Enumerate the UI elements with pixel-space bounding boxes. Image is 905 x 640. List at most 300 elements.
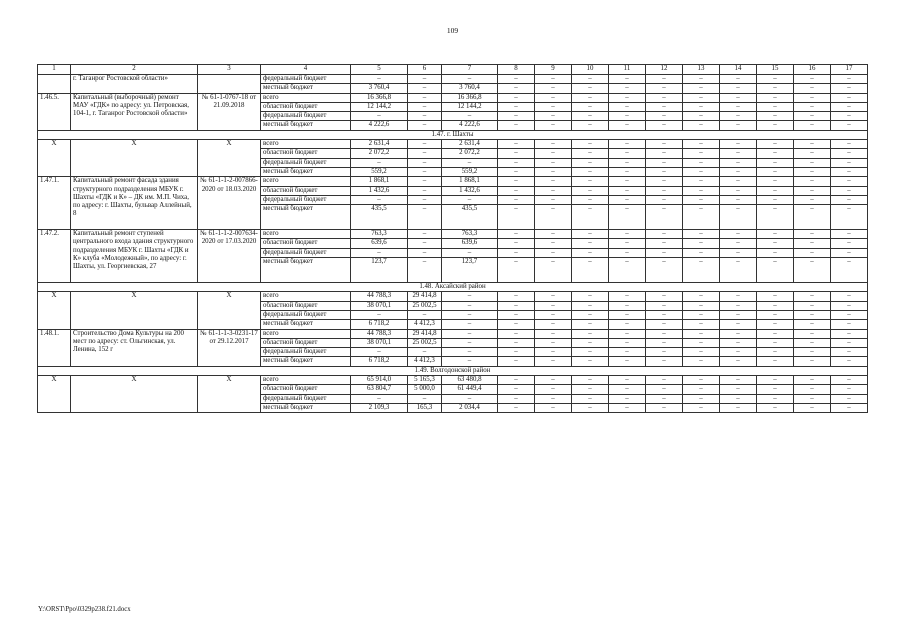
value-col-10: – [572, 338, 609, 347]
value-col-13: – [683, 248, 720, 257]
value-col-9: – [535, 320, 572, 329]
value-col-10: – [572, 167, 609, 176]
value-col-11: – [609, 121, 646, 130]
value-col-8: – [498, 177, 535, 186]
value-col-10: – [572, 93, 609, 102]
value-col-9: – [535, 329, 572, 338]
value-col-12: – [646, 149, 683, 158]
value-col-14: – [720, 292, 757, 301]
value-col-7: – [442, 310, 498, 319]
value-col-13: – [683, 177, 720, 186]
value-col-8: – [498, 348, 535, 357]
value-col-15: – [757, 338, 794, 347]
budget-source: местный бюджет [261, 258, 351, 283]
value-col-12: – [646, 205, 683, 230]
value-col-7: 123,7 [442, 258, 498, 283]
value-col-8: – [498, 376, 535, 385]
value-col-6: – [408, 239, 442, 248]
value-col-14: – [720, 329, 757, 338]
column-header: 15 [757, 65, 794, 75]
value-col-12: – [646, 376, 683, 385]
value-col-16: – [794, 385, 831, 394]
value-col-6: – [408, 230, 442, 239]
value-col-12: – [646, 239, 683, 248]
column-header: 16 [794, 65, 831, 75]
value-col-11: – [609, 348, 646, 357]
value-col-13: – [683, 376, 720, 385]
expertise-document: № 61-1-1-2-007866-2020 от 18.03.2020 [198, 177, 261, 230]
budget-source: федеральный бюджет [261, 394, 351, 403]
value-col-8: – [498, 140, 535, 149]
value-col-9: – [535, 348, 572, 357]
value-col-10: – [572, 158, 609, 167]
value-col-13: – [683, 348, 720, 357]
row-number: Х [38, 376, 71, 413]
value-col-5: 123,7 [351, 258, 408, 283]
value-col-17: – [831, 338, 868, 347]
value-col-9: – [535, 102, 572, 111]
value-col-6: – [408, 195, 442, 204]
value-col-12: – [646, 348, 683, 357]
table-row [38, 230, 868, 239]
object-description: Капитальный ремонт фасада здания структурного подразделения МБУК г. Шахты «ГДК и К» – ДК им. М.П. Чиха, по адресу: г. Шахты, бульвар Аллейный, 8 [71, 177, 198, 230]
value-col-16: – [794, 248, 831, 257]
value-col-16: – [794, 329, 831, 338]
object-description: Х [71, 140, 198, 177]
value-col-5: – [351, 348, 408, 357]
value-col-12: – [646, 329, 683, 338]
column-header: 3 [198, 65, 261, 75]
value-col-17: – [831, 376, 868, 385]
value-col-5: 38 070,1 [351, 301, 408, 310]
value-col-5: 16 366,8 [351, 93, 408, 102]
budget-source: федеральный бюджет [261, 310, 351, 319]
value-col-7: 63 480,8 [442, 376, 498, 385]
value-col-10: – [572, 186, 609, 195]
value-col-17: – [831, 292, 868, 301]
row-number: 1.46.5. [38, 93, 71, 130]
value-col-10: – [572, 258, 609, 283]
value-col-14: – [720, 310, 757, 319]
value-col-5: 639,6 [351, 239, 408, 248]
value-col-5: 435,5 [351, 205, 408, 230]
value-col-17: – [831, 239, 868, 248]
value-col-12: – [646, 403, 683, 412]
value-col-16: – [794, 376, 831, 385]
value-col-16: – [794, 310, 831, 319]
value-col-17: – [831, 385, 868, 394]
value-col-7: – [442, 357, 498, 366]
budget-source: всего [261, 292, 351, 301]
value-col-15: – [757, 385, 794, 394]
value-col-14: – [720, 167, 757, 176]
value-col-16: – [794, 75, 831, 84]
value-col-13: – [683, 310, 720, 319]
value-col-10: – [572, 102, 609, 111]
value-col-13: – [683, 167, 720, 176]
value-col-9: – [535, 195, 572, 204]
value-col-8: – [498, 310, 535, 319]
column-header: 11 [609, 65, 646, 75]
value-col-11: – [609, 112, 646, 121]
value-col-5: – [351, 394, 408, 403]
value-col-9: – [535, 292, 572, 301]
value-col-13: – [683, 93, 720, 102]
value-col-14: – [720, 230, 757, 239]
value-col-17: – [831, 167, 868, 176]
value-col-6: – [408, 158, 442, 167]
value-col-17: – [831, 158, 868, 167]
value-col-8: – [498, 75, 535, 84]
value-col-6: – [408, 177, 442, 186]
budget-source: областной бюджет [261, 301, 351, 310]
value-col-15: – [757, 292, 794, 301]
value-col-15: – [757, 195, 794, 204]
budget-source: всего [261, 329, 351, 338]
value-col-15: – [757, 301, 794, 310]
value-col-15: – [757, 403, 794, 412]
value-col-8: – [498, 230, 535, 239]
value-col-17: – [831, 195, 868, 204]
budget-table [37, 64, 868, 413]
value-col-10: – [572, 177, 609, 186]
budget-source: областной бюджет [261, 385, 351, 394]
value-col-10: – [572, 140, 609, 149]
value-col-14: – [720, 385, 757, 394]
value-col-13: – [683, 403, 720, 412]
value-col-12: – [646, 248, 683, 257]
column-header: 6 [408, 65, 442, 75]
value-col-11: – [609, 195, 646, 204]
value-col-15: – [757, 376, 794, 385]
value-col-8: – [498, 195, 535, 204]
value-col-5: – [351, 248, 408, 257]
value-col-6: – [408, 205, 442, 230]
value-col-16: – [794, 301, 831, 310]
value-col-16: – [794, 338, 831, 347]
value-col-9: – [535, 167, 572, 176]
value-col-14: – [720, 140, 757, 149]
value-col-13: – [683, 75, 720, 84]
value-col-7: – [442, 394, 498, 403]
value-col-7: 61 449,4 [442, 385, 498, 394]
value-col-11: – [609, 167, 646, 176]
column-header: 13 [683, 65, 720, 75]
value-col-15: – [757, 320, 794, 329]
value-col-13: – [683, 301, 720, 310]
value-col-8: – [498, 121, 535, 130]
value-col-6: 29 414,8 [408, 292, 442, 301]
value-col-17: – [831, 93, 868, 102]
value-col-14: – [720, 84, 757, 93]
budget-source: федеральный бюджет [261, 248, 351, 257]
value-col-6: 25 002,5 [408, 301, 442, 310]
value-col-5: – [351, 75, 408, 84]
value-col-8: – [498, 158, 535, 167]
value-col-14: – [720, 320, 757, 329]
value-col-6: – [408, 112, 442, 121]
value-col-17: – [831, 320, 868, 329]
value-col-6: – [408, 102, 442, 111]
value-col-17: – [831, 121, 868, 130]
value-col-17: – [831, 329, 868, 338]
value-col-9: – [535, 230, 572, 239]
value-col-8: – [498, 248, 535, 257]
value-col-13: – [683, 258, 720, 283]
value-col-12: – [646, 338, 683, 347]
value-col-14: – [720, 195, 757, 204]
value-col-17: – [831, 84, 868, 93]
value-col-5: 44 788,3 [351, 329, 408, 338]
value-col-12: – [646, 84, 683, 93]
value-col-13: – [683, 186, 720, 195]
row-number: 1.47.2. [38, 230, 71, 283]
column-header: 12 [646, 65, 683, 75]
value-col-5: – [351, 158, 408, 167]
budget-source: местный бюджет [261, 357, 351, 366]
budget-source: всего [261, 230, 351, 239]
value-col-6: – [408, 167, 442, 176]
column-header: 1 [38, 65, 71, 75]
object-description: Строительство Дома Культуры на 200 мест по адресу: ст. Ольгинская, ул. Ленина, 152 г [71, 329, 198, 366]
budget-source: федеральный бюджет [261, 348, 351, 357]
value-col-11: – [609, 102, 646, 111]
expertise-document [198, 75, 261, 94]
value-col-8: – [498, 258, 535, 283]
value-col-10: – [572, 112, 609, 121]
value-col-13: – [683, 239, 720, 248]
value-col-8: – [498, 338, 535, 347]
value-col-7: 3 760,4 [442, 84, 498, 93]
value-col-14: – [720, 394, 757, 403]
value-col-14: – [720, 93, 757, 102]
table-row [38, 292, 868, 301]
value-col-6: – [408, 121, 442, 130]
column-header: 8 [498, 65, 535, 75]
value-col-8: – [498, 239, 535, 248]
value-col-11: – [609, 158, 646, 167]
value-col-11: – [609, 84, 646, 93]
value-col-15: – [757, 258, 794, 283]
expertise-document: Х [198, 292, 261, 329]
value-col-9: – [535, 205, 572, 230]
value-col-11: – [609, 149, 646, 158]
value-col-9: – [535, 403, 572, 412]
value-col-11: – [609, 258, 646, 283]
value-col-13: – [683, 121, 720, 130]
value-col-12: – [646, 177, 683, 186]
value-col-15: – [757, 205, 794, 230]
value-col-10: – [572, 376, 609, 385]
value-col-10: – [572, 301, 609, 310]
value-col-16: – [794, 403, 831, 412]
value-col-9: – [535, 338, 572, 347]
value-col-16: – [794, 112, 831, 121]
value-col-17: – [831, 403, 868, 412]
value-col-16: – [794, 239, 831, 248]
value-col-12: – [646, 167, 683, 176]
value-col-17: – [831, 301, 868, 310]
column-header: 2 [71, 65, 198, 75]
value-col-12: – [646, 186, 683, 195]
value-col-16: – [794, 84, 831, 93]
budget-source: местный бюджет [261, 84, 351, 93]
table-row [38, 93, 868, 102]
value-col-10: – [572, 239, 609, 248]
object-description: Х [71, 292, 198, 329]
value-col-8: – [498, 385, 535, 394]
value-col-11: – [609, 338, 646, 347]
value-col-11: – [609, 376, 646, 385]
budget-source: местный бюджет [261, 205, 351, 230]
value-col-8: – [498, 112, 535, 121]
value-col-17: – [831, 357, 868, 366]
value-col-15: – [757, 149, 794, 158]
budget-source: всего [261, 376, 351, 385]
object-description: Капитальный ремонт ступеней центрального входа здания структурного подразделения МБУК г. Шахты «ГДК и К» клуба «Молодежный», по адресу: г. Шахты, ул. Георгиевская, 27 [71, 230, 198, 283]
value-col-7: – [442, 158, 498, 167]
expertise-document: № 61-1-0767-18 от 21.09.2018 [198, 93, 261, 130]
value-col-8: – [498, 394, 535, 403]
value-col-9: – [535, 258, 572, 283]
value-col-7: – [442, 320, 498, 329]
value-col-17: – [831, 149, 868, 158]
value-col-11: – [609, 75, 646, 84]
value-col-15: – [757, 158, 794, 167]
section-row [38, 283, 868, 292]
expertise-document: № 61-1-1-3-0231-17 от 29.12.2017 [198, 329, 261, 366]
value-col-13: – [683, 292, 720, 301]
value-col-16: – [794, 348, 831, 357]
value-col-5: 1 868,1 [351, 177, 408, 186]
value-col-10: – [572, 230, 609, 239]
section-title: 1.49. Волгодонской район [38, 366, 868, 375]
value-col-15: – [757, 140, 794, 149]
value-col-9: – [535, 93, 572, 102]
budget-source: местный бюджет [261, 167, 351, 176]
column-header: 5 [351, 65, 408, 75]
value-col-8: – [498, 93, 535, 102]
value-col-9: – [535, 385, 572, 394]
value-col-16: – [794, 149, 831, 158]
value-col-13: – [683, 195, 720, 204]
budget-source: всего [261, 140, 351, 149]
value-col-5: – [351, 310, 408, 319]
value-col-13: – [683, 158, 720, 167]
value-col-6: – [408, 93, 442, 102]
value-col-10: – [572, 320, 609, 329]
value-col-5: 4 222,6 [351, 121, 408, 130]
value-col-7: – [442, 112, 498, 121]
value-col-7: – [442, 301, 498, 310]
value-col-11: – [609, 205, 646, 230]
expertise-document: № 61-1-1-2-007634-2020 от 17.03.2020 [198, 230, 261, 283]
value-col-5: 2 072,2 [351, 149, 408, 158]
value-col-5: 12 144,2 [351, 102, 408, 111]
value-col-11: – [609, 329, 646, 338]
value-col-17: – [831, 177, 868, 186]
value-col-6: 4 412,3 [408, 357, 442, 366]
value-col-7: – [442, 75, 498, 84]
column-header-row [38, 65, 868, 75]
value-col-17: – [831, 112, 868, 121]
value-col-15: – [757, 394, 794, 403]
object-description: Х [71, 376, 198, 413]
value-col-8: – [498, 329, 535, 338]
value-col-15: – [757, 239, 794, 248]
row-number: Х [38, 140, 71, 177]
value-col-10: – [572, 348, 609, 357]
value-col-7: 559,2 [442, 167, 498, 176]
value-col-15: – [757, 248, 794, 257]
value-col-9: – [535, 301, 572, 310]
value-col-6: 165,3 [408, 403, 442, 412]
value-col-5: 2 631,4 [351, 140, 408, 149]
value-col-10: – [572, 248, 609, 257]
value-col-10: – [572, 121, 609, 130]
value-col-15: – [757, 348, 794, 357]
value-col-14: – [720, 258, 757, 283]
value-col-9: – [535, 177, 572, 186]
value-col-8: – [498, 149, 535, 158]
value-col-6: – [408, 248, 442, 257]
column-header: 14 [720, 65, 757, 75]
row-number: 1.48.1. [38, 329, 71, 366]
value-col-6: 29 414,8 [408, 329, 442, 338]
value-col-8: – [498, 357, 535, 366]
section-title: 1.48. Аксайский район [38, 283, 868, 292]
value-col-6: – [408, 140, 442, 149]
value-col-10: – [572, 357, 609, 366]
value-col-9: – [535, 84, 572, 93]
value-col-14: – [720, 177, 757, 186]
value-col-8: – [498, 186, 535, 195]
value-col-5: 44 788,3 [351, 292, 408, 301]
value-col-11: – [609, 292, 646, 301]
value-col-11: – [609, 248, 646, 257]
value-col-14: – [720, 186, 757, 195]
value-col-5: 1 432,6 [351, 186, 408, 195]
value-col-14: – [720, 121, 757, 130]
value-col-12: – [646, 158, 683, 167]
value-col-12: – [646, 75, 683, 84]
budget-source: федеральный бюджет [261, 75, 351, 84]
value-col-5: 38 070,1 [351, 338, 408, 347]
value-col-9: – [535, 112, 572, 121]
value-col-8: – [498, 292, 535, 301]
value-col-9: – [535, 394, 572, 403]
value-col-17: – [831, 230, 868, 239]
section-title: 1.47. г. Шахты [38, 130, 868, 139]
value-col-10: – [572, 329, 609, 338]
table-row [38, 177, 868, 186]
value-col-5: 6 718,2 [351, 320, 408, 329]
value-col-16: – [794, 258, 831, 283]
table-row [38, 376, 868, 385]
value-col-15: – [757, 329, 794, 338]
value-col-9: – [535, 239, 572, 248]
value-col-13: – [683, 357, 720, 366]
value-col-10: – [572, 205, 609, 230]
value-col-11: – [609, 230, 646, 239]
value-col-7: 1 868,1 [442, 177, 498, 186]
expertise-document: Х [198, 376, 261, 413]
value-col-5: 6 718,2 [351, 357, 408, 366]
budget-source: местный бюджет [261, 403, 351, 412]
value-col-16: – [794, 205, 831, 230]
value-col-12: – [646, 230, 683, 239]
value-col-17: – [831, 394, 868, 403]
